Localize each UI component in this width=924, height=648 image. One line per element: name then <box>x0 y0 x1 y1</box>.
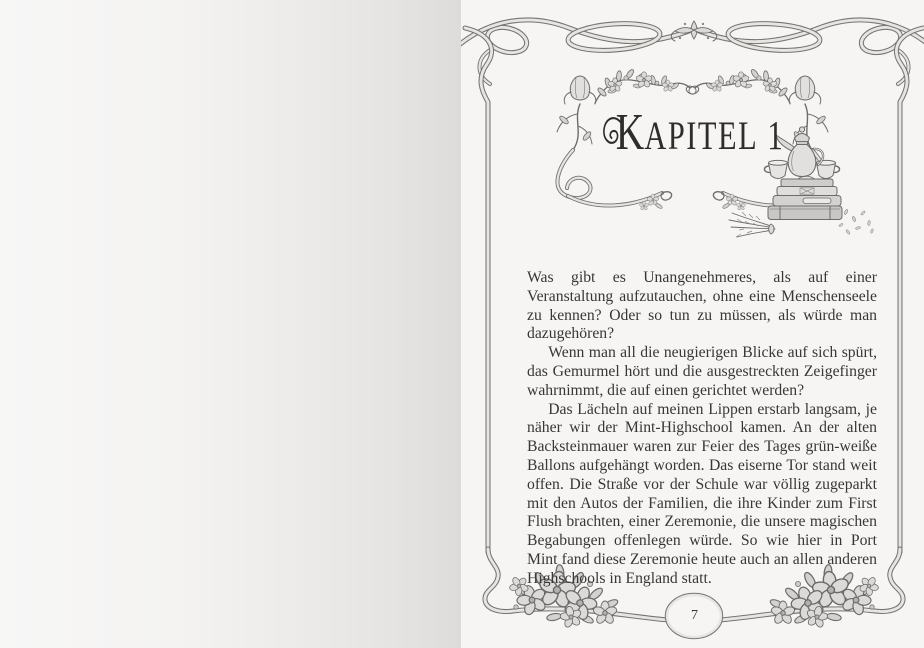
left-page-blank <box>0 0 461 648</box>
chapter-title-initial: K <box>615 104 645 161</box>
chapter-body-text <box>527 269 877 589</box>
chapter-title <box>517 104 869 166</box>
book-page <box>461 0 924 648</box>
chapter-number: 1 <box>767 112 783 158</box>
paragraph-3: Das Lächeln auf meinen Lippen erstarb langsam, je näher wir der Mint-Highschool kamen. An der alten Backsteinmauer waren zur Feier des Tages grün-weiße Ballons aufgehängt worden. Das eiserne Tor stand weit offen. Die Straße vor der Schule war völlig zugeparkt mit den Autos der Familien, die ihre Kinder zum First Flush brachten, einer Zeremonie, die unsere magischen Begabungen offenlegen würde. So wie hier in Port Mint fand diese Zeremonie heute auch an allen anderen Highschools in England statt. <box>527 400 877 587</box>
paragraph-1: Was gibt es Unangenehmeres, als auf einer Veranstaltung aufzutauchen, ohne eine Menschenseele zu kennen? Oder so tun zu müssen, als würde man dazugehören? <box>527 269 877 343</box>
paragraph-2: Wenn man all die neugierigen Blicke auf sich spürt, das Gemurmel hört und die ausgestreckten Zeigefinger wahrnimmt, die auf einen gerichtet werden? <box>527 344 877 399</box>
ribbon-center-fleuron-icon <box>671 21 717 41</box>
scattered-leaves <box>838 209 873 235</box>
page-number: 7 <box>691 608 698 623</box>
chapter-title-word: APITEL <box>644 113 759 158</box>
